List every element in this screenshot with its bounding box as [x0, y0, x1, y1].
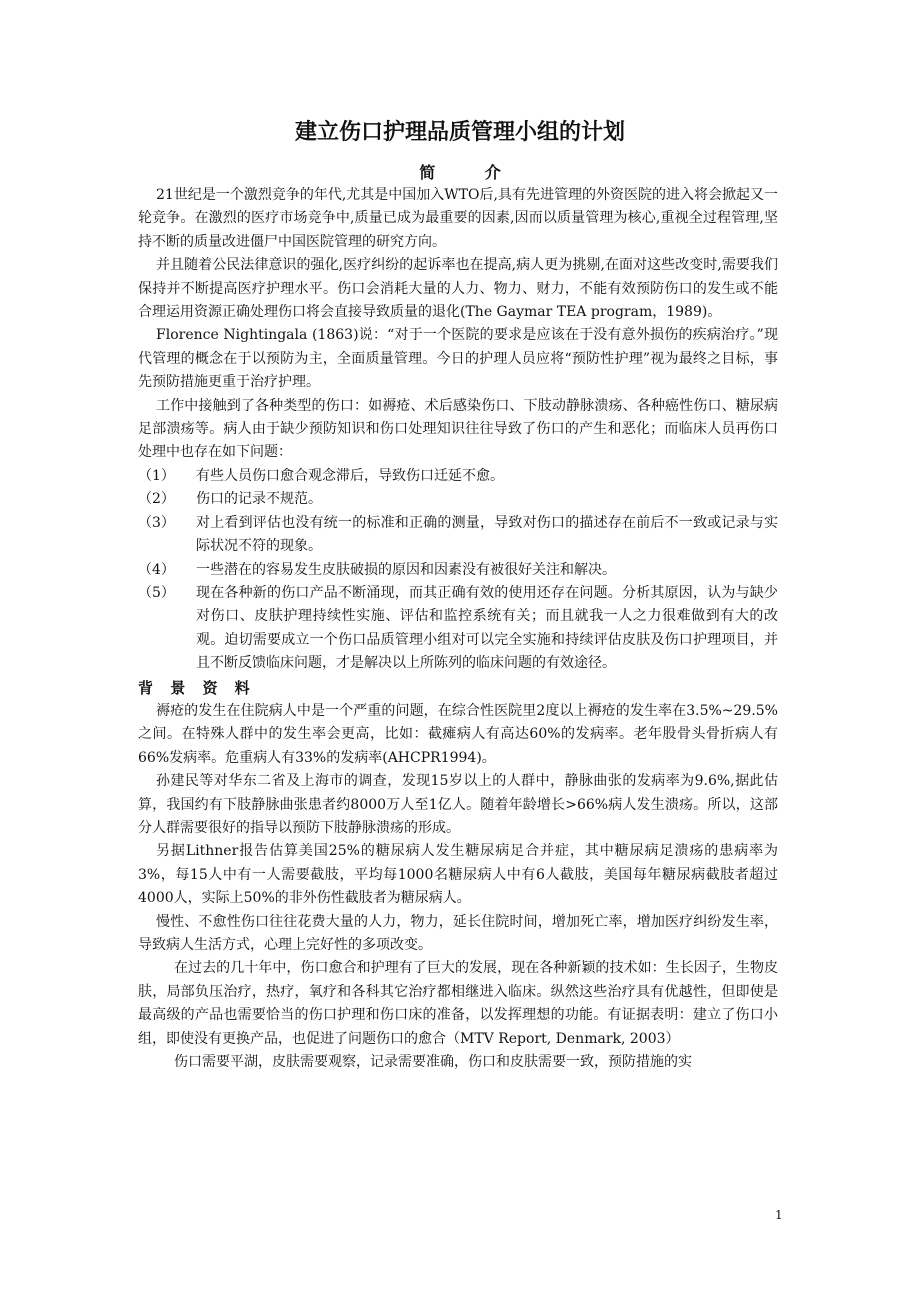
issue-number: （2）: [138, 491, 175, 508]
background-paragraph: 孙建民等对华东二省及上海市的调查，发现15岁以上的人群中，静脉曲张的发病率为9.6%,据此估算，我国约有下肢静脉曲张患者约8000万人至1亿人。随着年龄增长>66%病人发生溃疡。所以，这部分人群需要很好的指导以预防下肢静脉溃疡的形成。: [138, 773, 778, 836]
issue-item: [138, 559, 778, 582]
background-paragraph: 伤口需要平湖，皮肤需要观察，记录需要准确，伤口和皮肤需要一致，预防措施的实: [174, 1054, 692, 1071]
issue-text: 有些人员伤口愈合观念滞后，导致伤口迁延不愈。: [196, 467, 504, 484]
issue-item: [138, 465, 778, 488]
issue-item: [138, 488, 778, 511]
document-body: [138, 184, 778, 1074]
issue-text: 伤口的记录不规范。: [196, 491, 322, 508]
issue-number: （5）: [138, 584, 175, 601]
section-heading-intro: 简 介: [419, 163, 523, 182]
background-paragraph: 另据Lithner报告估算美国25%的糖尿病人发生糖尿病足合并症，其中糖尿病足溃疡的患病率为3%，每15人中有一人需要截肢，平均每1000名糖尿病人中有6人截肢，美国每年糖尿病截肢者超过4000人，实际上50%的非外伤性截肢者为糖尿病人。: [138, 843, 778, 907]
issue-item: [138, 512, 778, 559]
issue-text: 现在各种新的伤口产品不断涌现，而其正确有效的使用还存在问题。分析其原因，认为与缺少对伤口、皮肤护理持续性实施、评估和监控系统有关；而且就我一人之力很难做到有大的改观。迫切需要成立一个伤口品质管理小组对可以完全实施和持续评估皮肤及伤口护理项目，并且不断反馈临床问题，才是解决以上所陈列的临床问题的有效途径。: [196, 584, 778, 672]
section-heading-background: 背 景 资 料: [138, 678, 256, 697]
background-paragraph: 慢性、不愈性伤口往往花费大量的人力，物力，延长住院时间，增加死亡率，增加医疗纠纷发生率，导致病人生活方式，心理上完好性的多项改变。: [138, 913, 778, 953]
issue-number: （1）: [138, 467, 175, 484]
document-title: 建立伤口护理品质管理小组的计划: [294, 120, 625, 145]
intro-paragraph: Florence Nightingala (1863)说：“对于一个医院的要求是应该在于没有意外损伤的疾病治疗。”现代管理的概念在于以预防为主，全面质量管理。今日的护理人员应将“预防性护理”视为最终之目标，事先预防措施更重于治疗护理。: [138, 327, 778, 391]
page-number: 1: [775, 1208, 783, 1222]
background-paragraph: 在过去的几十年中，伤口愈合和护理有了巨大的发展，现在各种新颖的技术如：生长因子，生物皮肤，局部负压治疗，热疗，氧疗和各科其它治疗都相继进入临床。纵然这些治疗具有优越性，但即使是最高级的产品也需要恰当的伤口护理和伤口床的准备，以发挥理想的功能。有证据表明：建立了伤口小组，即使没有更换产品，也促进了问题伤口的愈合（MTV Report, Denmark, 2003）: [138, 960, 778, 1047]
issue-number: （3）: [138, 514, 175, 531]
intro-paragraph: 并且随着公民法律意识的强化,医疗纠纷的起诉率也在提高,病人更为挑剔,在面对这些改变时,需要我们保持并不断提高医疗护理水平。伤口会消耗大量的人力、物力、财力，不能有效预防伤口的发生或不能合理运用资源正确处理伤口将会直接导致质量的退化(The Gaymar TEA program，1989)。: [138, 257, 778, 321]
issue-item: [138, 582, 778, 676]
issue-text: 一些潜在的容易发生皮肤破损的原因和因素没有被很好关注和解决。: [196, 561, 616, 578]
issue-text: 对上看到评估也没有统一的标准和正确的测量，导致对伤口的描述存在前后不一致或记录与实际状况不符的现象。: [196, 514, 778, 555]
issue-number: （4）: [138, 561, 175, 578]
background-paragraph: 褥疮的发生在住院病人中是一个严重的问题，在综合性医院里2度以上褥疮的发生率在3.5%~29.5%之间。在特殊人群中的发生率会更高，比如：截瘫病人有高达60%的发病率。老年股骨头骨折病人有66%发病率。危重病人有33%的发病率(AHCPR1994)。: [138, 702, 778, 766]
intro-paragraph: 21世纪是一个激烈竞争的年代,尤其是中国加入WTO后,具有先进管理的外资医院的进入将会掀起又一轮竞争。在激烈的医疗市场竞争中,质量已成为最重要的因素,因而以质量管理为核心,重视全过程管理,坚持不断的质量改进僵尸中国医院管理的研究方向。: [138, 187, 778, 250]
intro-paragraph: 工作中接触到了各种类型的伤口：如褥疮、术后感染伤口、下肢动静脉溃疡、各种癌性伤口、糖尿病足部溃疡等。病人由于缺少预防知识和伤口处理知识往往导致了伤口的产生和恶化；而临床人员再伤口处理中也存在如下问题：: [138, 397, 778, 461]
